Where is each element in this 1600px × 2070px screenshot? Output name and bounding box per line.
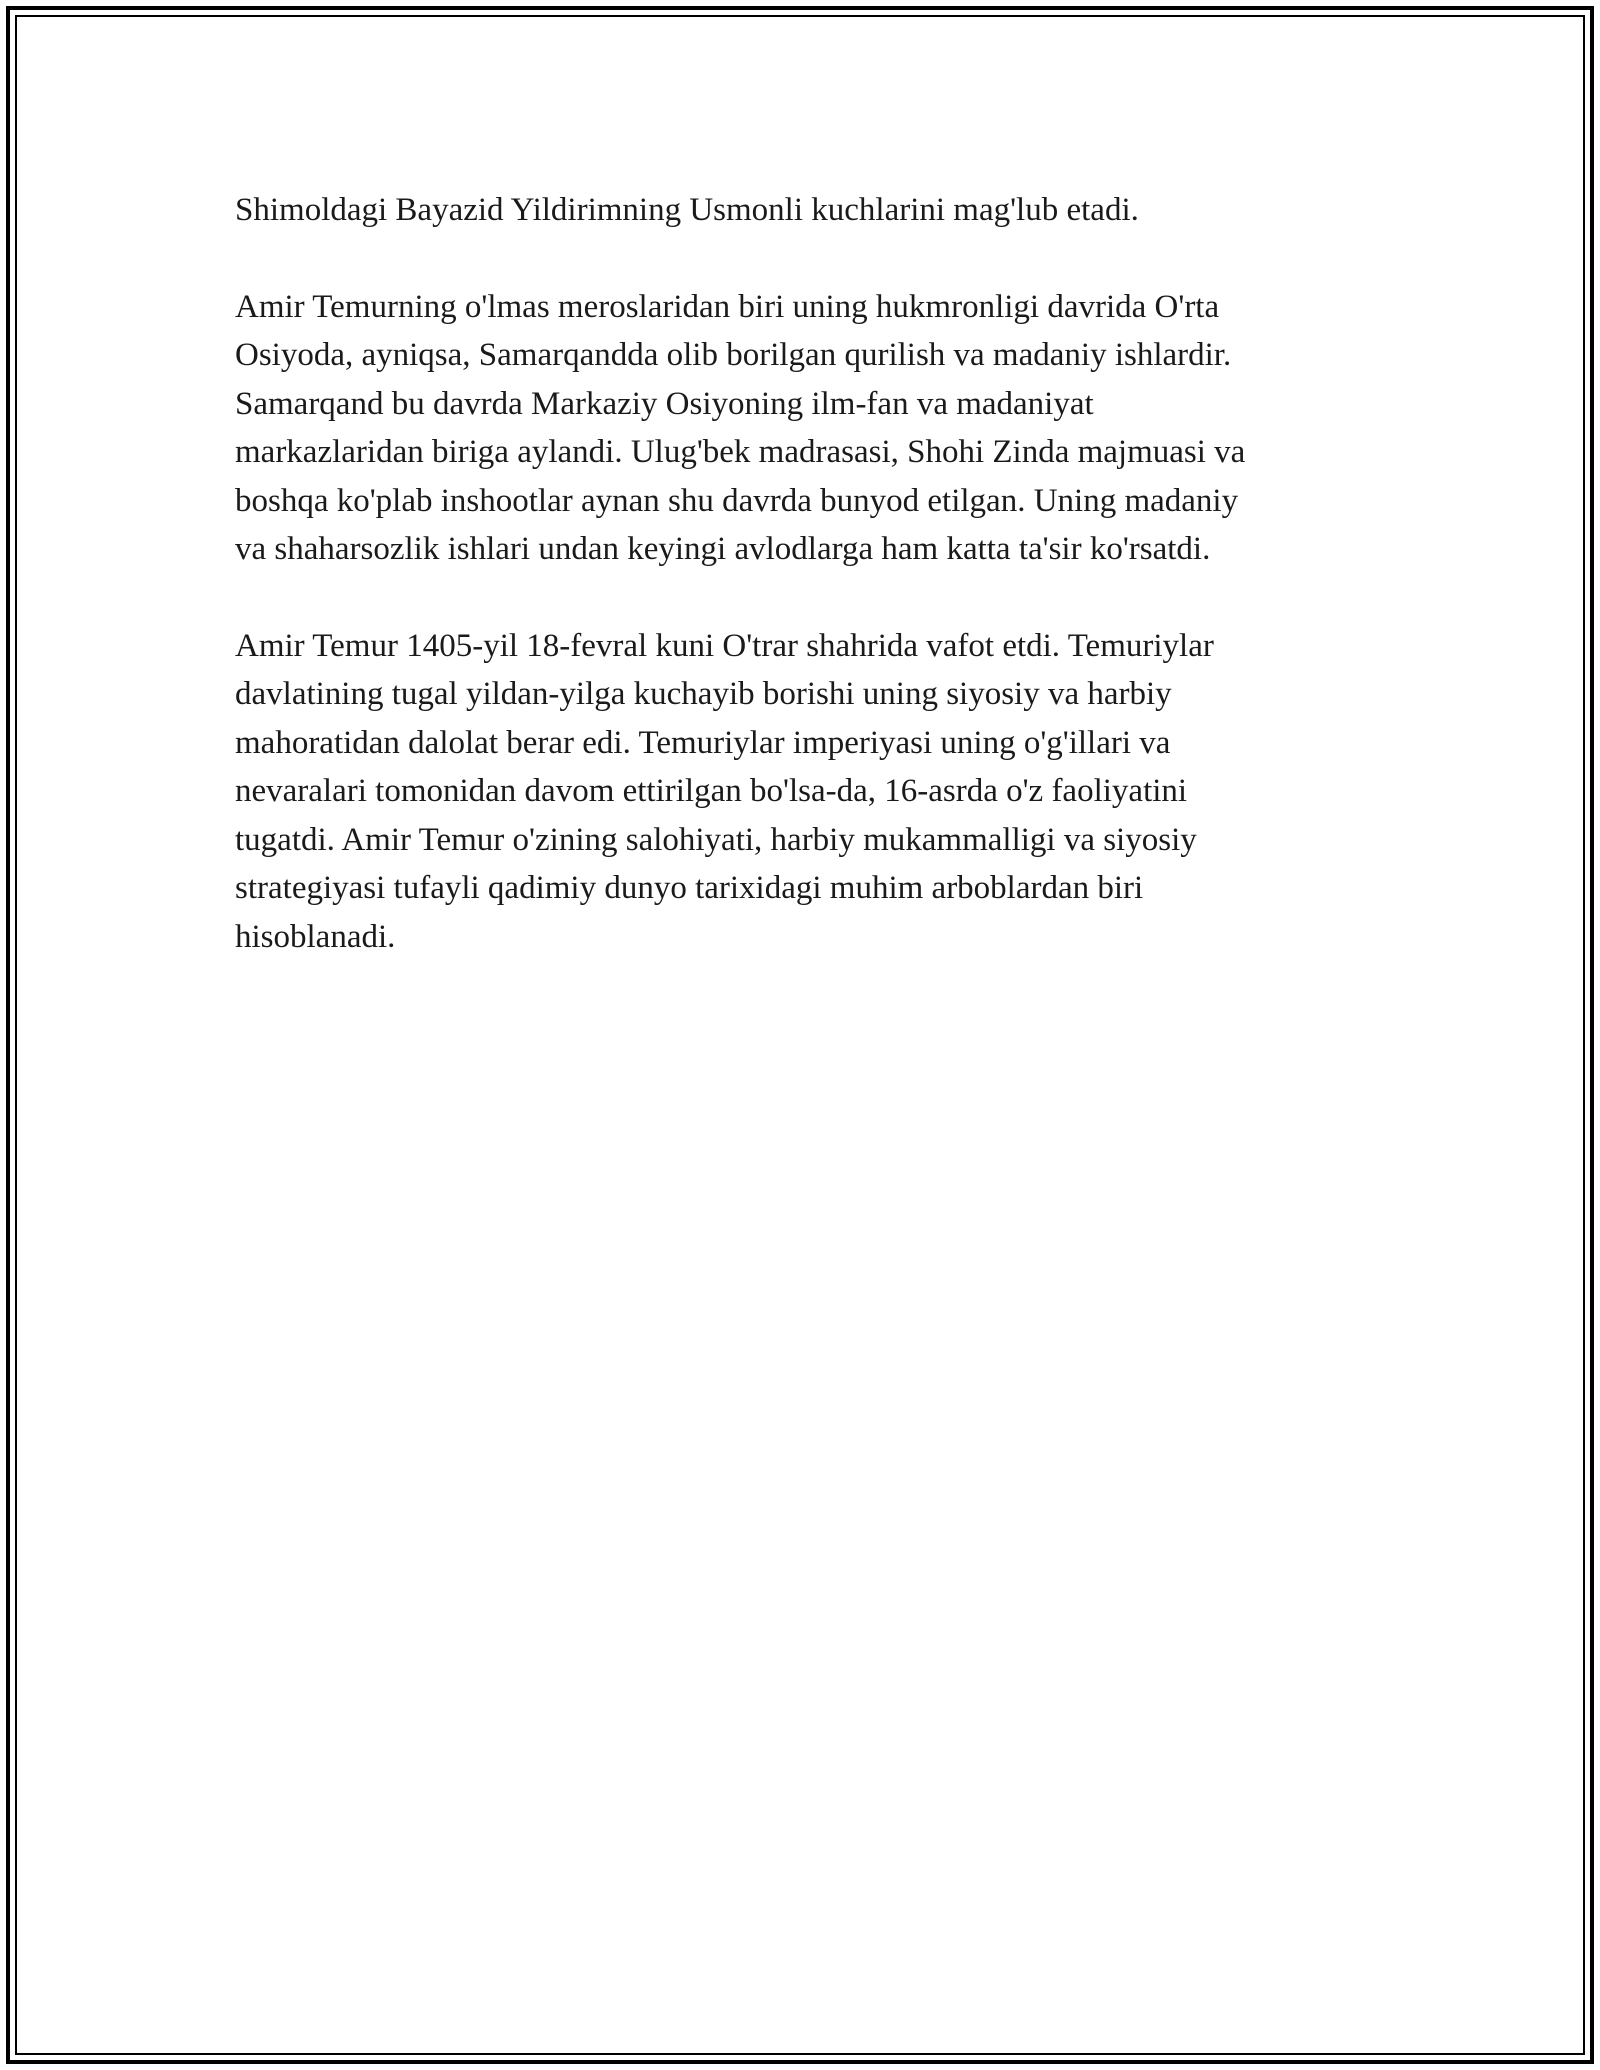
paragraph-legacy: Amir Temurning o'lmas meroslaridan biri uning hukmronligi davrida O'rta Osiyoda, ayniqsa, Samarqandda olib borilgan qurilish va madaniy ishlardir. Samarqand bu davrda Markaziy Osiyoning ilm-fan va madaniyat markazlaridan biriga aylandi. Ulug'bek madrasasi, Shohi Zinda majmuasi va boshqa ko'plab inshootlar aynan shu davrda bunyod etilgan. Uning madaniy va shaharsozlik ishlari undan keyingi avlodlarga ham katta ta'sir ko'rsatdi. xyxy=(235,288,1246,567)
document-body xyxy=(235,186,1375,1009)
paragraph-death: Amir Temur 1405-yil 18-fevral kuni O'trar shahrida vafot etdi. Temuriylar davlatining tugal yildan-yilga kuchayib borishi uning siyosiy va harbiy mahoratidan dalolat berar edi. Temuriylar imperiyasi uning o'g'illari va nevaralari tomonidan davom ettirilgan bo'lsa-da, 16-asrda o'z faoliyatini tugatdi. Amir Temur o'zining salohiyati, harbiy mukammalligi va siyosiy strategiyasi tufayli qadimiy dunyo tarixidagi muhim arboblardan biri hisoblanadi. xyxy=(235,627,1214,955)
paragraph-intro: Shimoldagi Bayazid Yildirimning Usmonli kuchlarini mag'lub etadi. xyxy=(235,192,1139,228)
